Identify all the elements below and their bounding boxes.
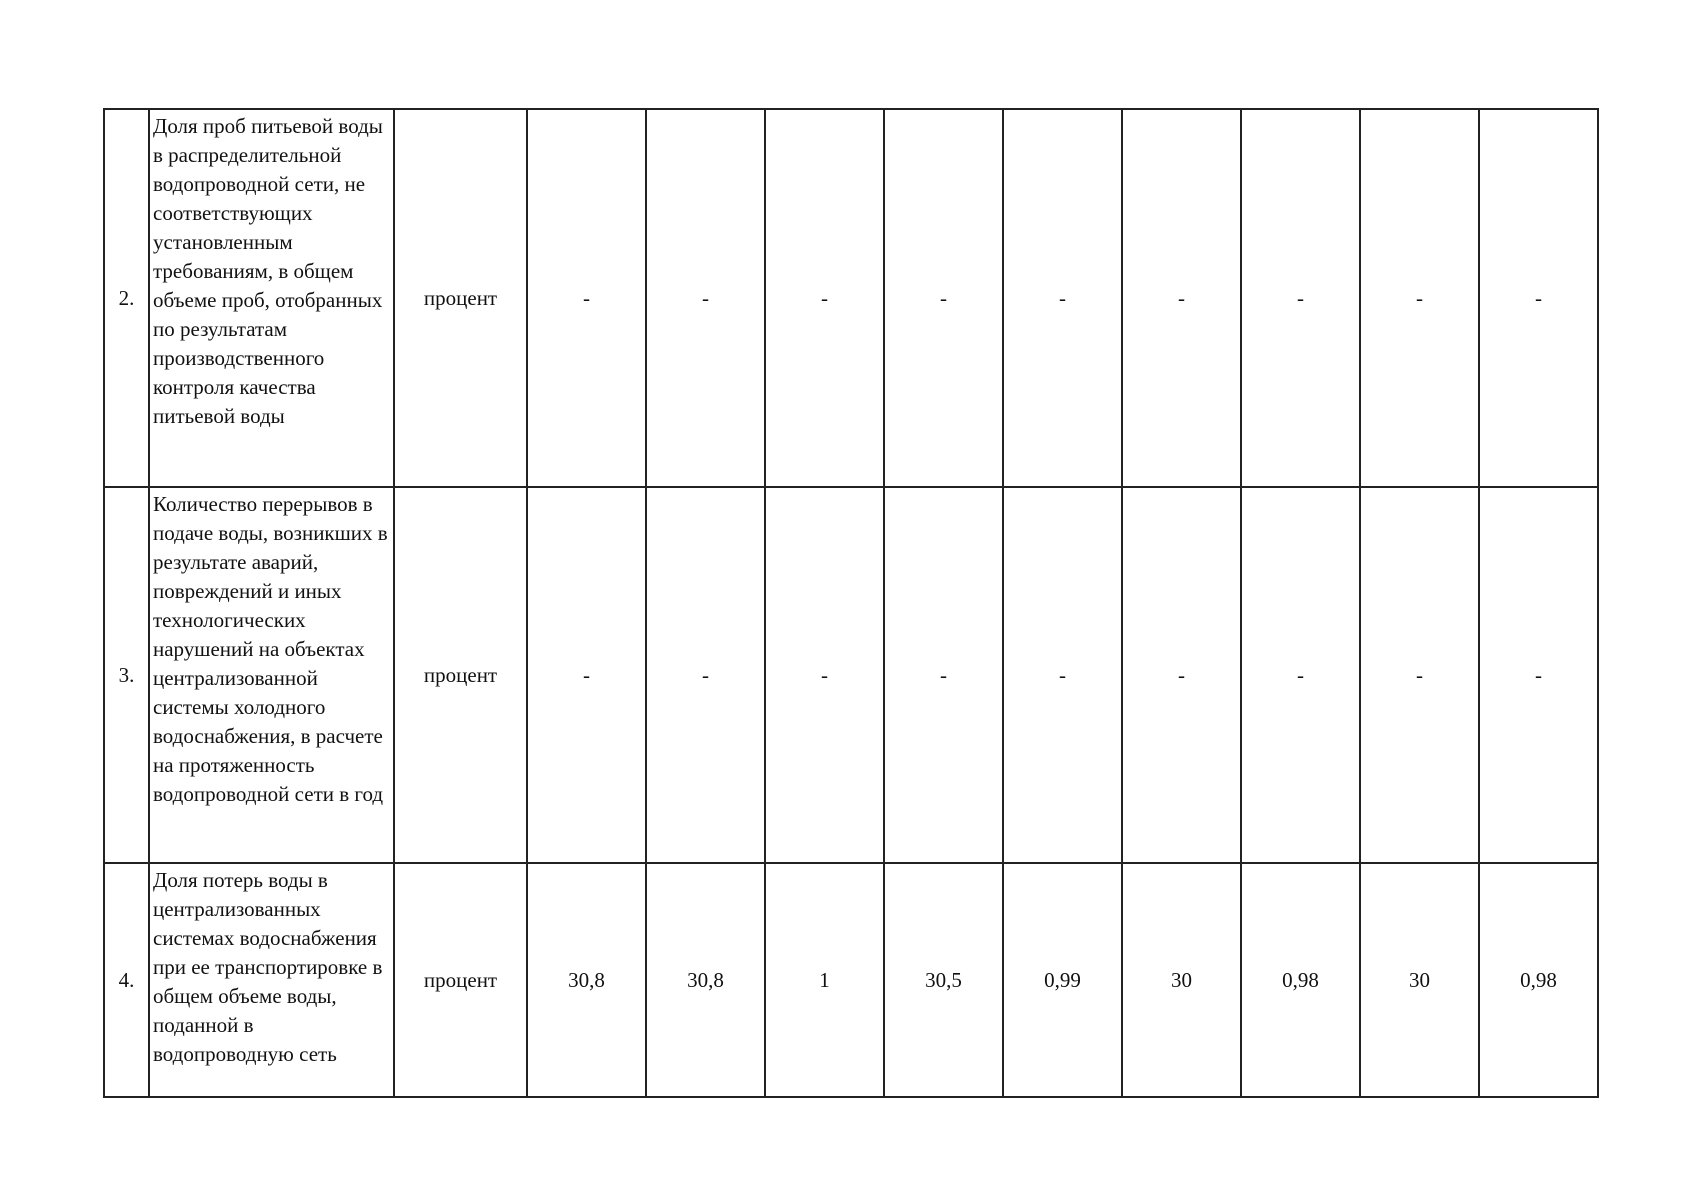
table-row — [104, 863, 1598, 1097]
unit-cell: процент — [394, 487, 527, 863]
row-number: 2. — [104, 109, 149, 487]
table-row — [104, 109, 1598, 487]
value-cell: - — [1360, 109, 1479, 487]
value-cell: - — [527, 109, 646, 487]
value-cell: 1 — [765, 863, 884, 1097]
value-cell: - — [1003, 109, 1122, 487]
value-cell: 0,98 — [1241, 863, 1360, 1097]
value-cell: - — [884, 109, 1003, 487]
value-cell: - — [1479, 109, 1598, 487]
indicator-description: Количество перерывов в подаче воды, возникших в результате аварий, повреждений и иных технологических нарушений на объектах централизованной системы холодного водоснабжения, в расчете на протяженность водопроводной сети в год — [149, 487, 394, 863]
value-cell: 30,8 — [646, 863, 765, 1097]
value-cell: - — [527, 487, 646, 863]
value-cell: - — [646, 109, 765, 487]
indicator-description: Доля потерь воды в централизованных системах водоснабжения при ее транспортировке в общем объеме воды, поданной в водопроводную сеть — [149, 863, 394, 1097]
value-cell: - — [765, 109, 884, 487]
value-cell: 30 — [1360, 863, 1479, 1097]
indicator-description: Доля проб питьевой воды в распределительной водопроводной сети, не соответствующих установленным требованиям, в общем объеме проб, отобранных по результатам производственного контроля качества питьевой воды — [149, 109, 394, 487]
value-cell: 0,99 — [1003, 863, 1122, 1097]
value-cell: - — [1479, 487, 1598, 863]
row-number: 3. — [104, 487, 149, 863]
table-row — [104, 487, 1598, 863]
value-cell: - — [646, 487, 765, 863]
value-cell: - — [765, 487, 884, 863]
unit-cell: процент — [394, 109, 527, 487]
value-cell: - — [1122, 487, 1241, 863]
value-cell: - — [1360, 487, 1479, 863]
value-cell: - — [1003, 487, 1122, 863]
value-cell: 0,98 — [1479, 863, 1598, 1097]
value-cell: - — [1241, 109, 1360, 487]
value-cell: 30,8 — [527, 863, 646, 1097]
value-cell: - — [1241, 487, 1360, 863]
row-number: 4. — [104, 863, 149, 1097]
value-cell: 30 — [1122, 863, 1241, 1097]
value-cell: - — [884, 487, 1003, 863]
value-cell: 30,5 — [884, 863, 1003, 1097]
value-cell: - — [1122, 109, 1241, 487]
unit-cell: процент — [394, 863, 527, 1097]
indicators-table — [103, 108, 1599, 1098]
